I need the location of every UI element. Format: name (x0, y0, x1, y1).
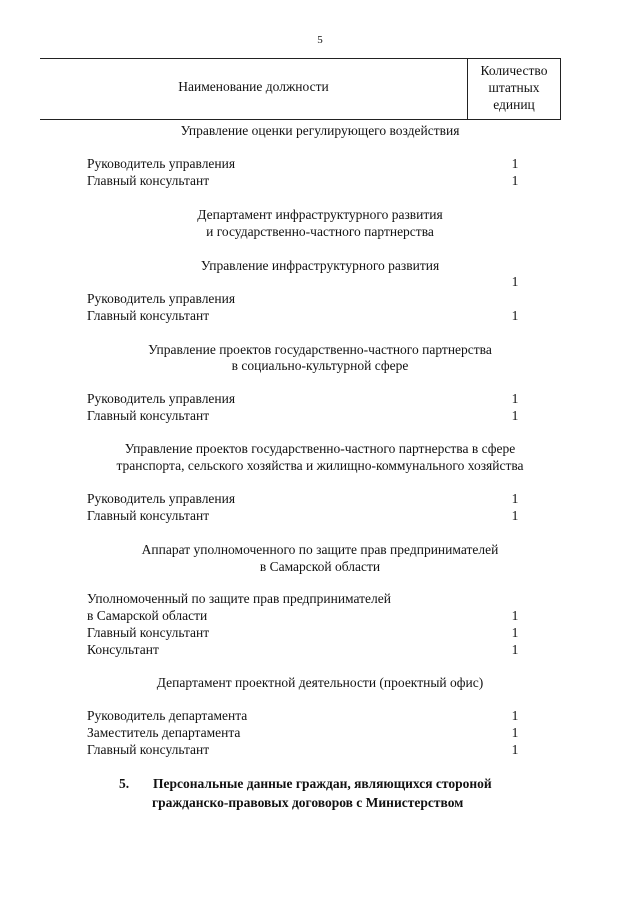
header-position-name: Наименование должности (178, 79, 329, 94)
section-title: Управление инфраструктурного развития (200, 258, 440, 273)
row-count: 1 (511, 642, 519, 657)
header-staff-count (468, 62, 560, 113)
row-name: Главный консультант (87, 742, 210, 757)
section-title: Управление проектов государственно-частного партнерства (148, 342, 492, 357)
row-name: в Самарской области (87, 608, 208, 623)
row-name: Главный консультант (87, 408, 210, 423)
row-count: 1 (511, 308, 519, 323)
row-name: Руководитель управления (87, 291, 236, 306)
section-title: транспорта, сельского хозяйства и жилищно-коммунального хозяйства (116, 458, 524, 473)
row-count: 1 (511, 508, 519, 523)
row-count: 1 (511, 408, 519, 423)
section-title: в Самарской области (259, 559, 381, 574)
row-count: 1 (511, 742, 519, 757)
row-name: Руководитель управления (87, 156, 236, 171)
header-count-line-2: штатных (488, 80, 540, 95)
row-count: 1 (511, 625, 519, 640)
row-count: 1 (511, 156, 519, 171)
row-count: 1 (511, 708, 519, 723)
section-title: Аппарат уполномоченного по защите прав предпринимателей (141, 542, 499, 557)
section-title: Управление оценки регулирующего воздействия (180, 123, 460, 138)
row-count: 1 (511, 391, 519, 406)
row-count: 1 (511, 608, 519, 623)
row-name: Заместитель департамента (87, 725, 241, 740)
row-name: Руководитель управления (87, 391, 236, 406)
header-count-line-3: единиц (493, 97, 535, 112)
row-name: Главный консультант (87, 173, 210, 188)
heading-number: 5. (119, 776, 130, 791)
heading-line: гражданско-правовых договоров с Министерством (152, 795, 464, 810)
row-name: Консультант (87, 642, 159, 657)
heading-line: Персональные данные граждан, являющихся стороной (153, 776, 492, 791)
section-title: в социально-культурной сфере (231, 358, 409, 373)
row-name: Руководитель управления (87, 491, 236, 506)
row-count: 1 (511, 274, 519, 289)
section-title: Управление проектов государственно-частного партнерства в сфере (124, 441, 516, 456)
department-title: и государственно-частного партнерства (206, 224, 434, 239)
row-name: Уполномоченный по защите прав предпринимателей (87, 591, 391, 606)
page-number: 5 (317, 34, 323, 46)
department-title: Департамент проектной деятельности (проектный офис) (156, 675, 484, 690)
table-header (40, 58, 561, 120)
row-name: Главный консультант (87, 625, 210, 640)
row-count: 1 (511, 491, 519, 506)
department-title: Департамент инфраструктурного развития (197, 207, 443, 222)
row-count: 1 (511, 173, 519, 188)
row-name: Главный консультант (87, 508, 210, 523)
header-count-line-1: Количество (480, 63, 548, 78)
row-count: 1 (511, 725, 519, 740)
row-name: Руководитель департамента (87, 708, 248, 723)
row-name: Главный консультант (87, 308, 210, 323)
